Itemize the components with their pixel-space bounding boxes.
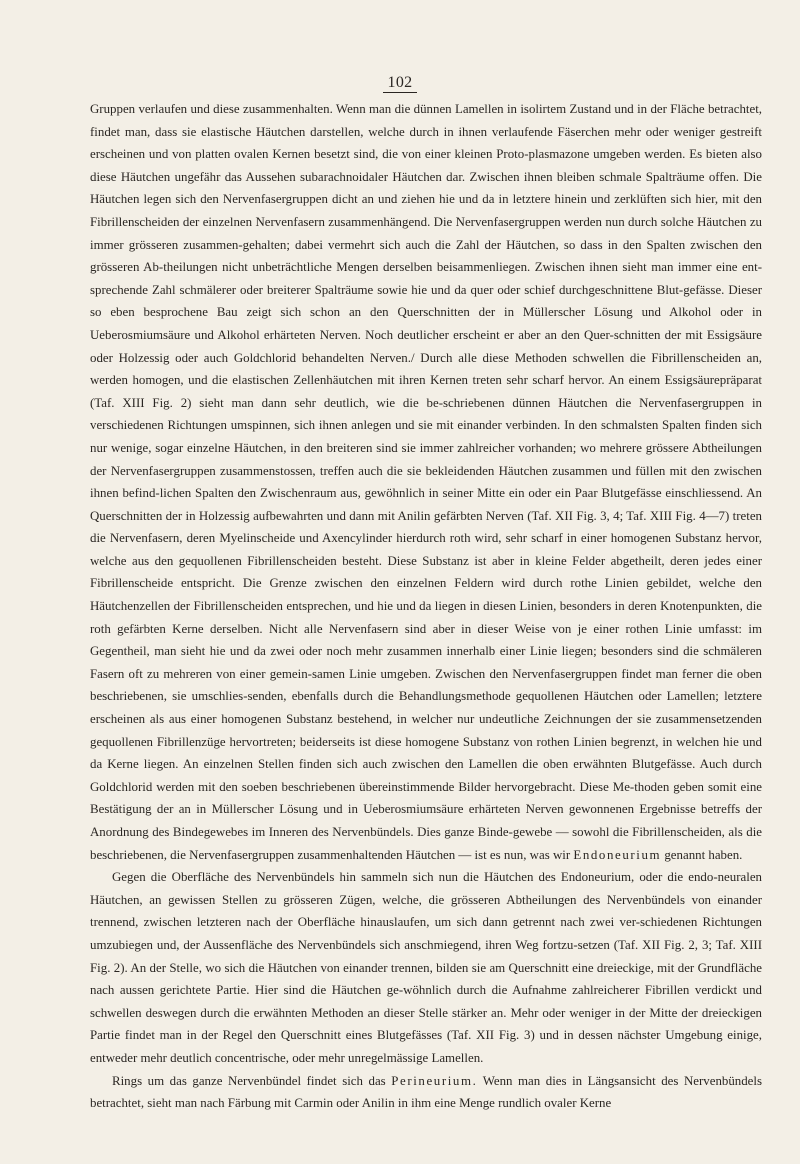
- body-text: [90, 98, 762, 1115]
- paragraph-text: genannt haben.: [661, 847, 743, 862]
- paragraph-text: Rings um das ganze Nervenbündel findet sich das: [112, 1073, 392, 1088]
- paragraph: [90, 98, 762, 866]
- paragraph-text: Gegen die Oberfläche des Nervenbündels hin sammeln sich nun die Häutchen des Endoneurium, oder die endo-neuralen Häutchen, an gewissen Stellen zu grösseren Zügen, welche, die grösseren Abtheilungen des Nervenbündels von einander trennend, zwischen letzteren nach der Oberfläche hinauslaufen, um sich dann getrennt nach zwei ver-schiedenen Richtungen umzubiegen und, der Aussenfläche des Nervenbündels sich anschmiegend, ihren Weg fortzu-setzen (Taf. XII Fig. 2, 3; Taf. XIII Fig. 2). An der Stelle, wo sich die Häutchen von einander trennen, bilden sie am Querschnitt eine dreieckige, mit der Grundfläche nach aussen gerichtete Partie. Hier sind die Häutchen ge-wöhnlich durch die Aufnahme zahlreicherer Fibrillen verdickt und schwellen deswegen durch die erwähnten Methoden an dieser Stelle stärker an. Mehr oder weniger in der Mitte der dreieckigen Partie findet man in der Regel den Querschnitt eines Blutgefässes (Taf. XII Fig. 3) und in dessen nächster Umgebung einige, entweder mehr deutlich concentrische, oder mehr unregelmässige Lamellen.: [90, 870, 762, 1065]
- paragraph-text: Wenn man dies in Längsansicht des Nervenbündels betrachtet, sieht man nach Färbung mit Carmin oder Anilin in ihm eine Menge rundlich ovaler Kerne: [90, 1073, 762, 1111]
- term-perineurium: Perineurium.: [391, 1073, 478, 1088]
- page-number: [0, 74, 800, 93]
- term-endoneurium: Endoneurium: [573, 847, 662, 862]
- page-number-label: 102: [383, 75, 418, 93]
- paragraph-text: Gruppen verlaufen und diese zusammenhalten. Wenn man die dünnen Lamellen in isolirtem Zustand und in der Fläche betrachtet, findet man, dass sie elastische Häutchen darstellen, welche durch in ihnen verlaufende Fäserchen mehr oder weniger gestreift erscheinen und von platten ovalen Kernen besetzt sind, die von einer kleinen Proto-plasmazone umgeben werden. Es bieten also diese Häutchen ungefähr das Aussehen subarachnoidaler Häutchen dar. Zwischen ihnen bleiben schmale Spalträume offen. Die Häutchen legen sich den Nervenfasergruppen dicht an und ziehen hie und da in letztere hinein und zerklüften sich hier, mit den Fibrillenscheiden der einzelnen Nervenfasern zusammenhängend. Die Nervenfasergruppen werden nun durch solche Häutchen zu immer grösseren zusammen-gehalten; dabei vermehrt sich auch die Zahl der Häutchen, so dass in den Spalten zwischen den grösseren Ab-theilungen nicht unbeträchtliche Mengen derselben beisammenliegen. Zwischen ihnen sieht man immer eine ent-sprechende Zahl schmälerer oder breiterer Spalträume sowie hie und da quer oder schief durchgeschnittene Blut-gefässe. Dieser so eben besprochene Bau zeigt sich schon an den Querschnitten der in Müllerscher Lösung und Alkohol oder in Ueberosmiumsäure und Alkohol erhärteten Nerven. Noch deutlicher erscheint er aber an den Quer-schnitten der mit Essigsäure oder Holzessig oder auch Goldchlorid behandelten Nerven./ Durch alle diese Methoden schwellen die Fibrillenscheiden an, werden homogen, und die elastischen Zellenhäutchen mit ihren Kernen treten sehr scharf hervor. An einem Essigsäurepräparat (Taf. XIII Fig. 2) sieht man dann sehr deutlich, wie die be-schriebenen dünnen Häutchen die Nervenfasergruppen in verschiedenen Richtungen umspinnen, sich ihnen anlegen und sie mit einander verbinden. In den schmalsten Spalten finden sich nur wenige, sogar einzelne Häutchen, in den breiteren sind sie immer zahlreicher vorhanden; wo mehrere grössere Abtheilungen der Nervenfasergruppen zusammenstossen, treffen auch die sie bekleidenden Häutchen zusammen und füllen mit den zwischen ihnen befind-lichen Spalten den Zwischenraum aus, gewöhnlich in seiner Mitte ein oder ein Paar Blutgefässe einschliessend. An Querschnitten der in Holzessig aufbewahrten und dann mit Anilin gefärbten Nerven (Taf. XII Fig. 3, 4; Taf. XIII Fig. 4—7) treten die Nervenfasern, deren Myelinscheide und Axencylinder hierdurch roth wird, sehr scharf in einer homogenen Substanz hervor, welche aus den gequollenen Fibrillenscheiden besteht. Diese Substanz ist aber in kleine Felder abgetheilt, deren jedes einer Fibrillenscheide entspricht. Die Grenze zwischen den einzelnen Feldern wird durch rothe Linien gebildet, welche den Häutchenzellen der Fibrillenscheiden entsprechen, und hie und da liegen in diesen Linien, besonders in deren Knotenpunkten, die roth gefärbten Kerne derselben. Nicht alle Nervenfasern sind aber in dieser Weise von je einer rothen Linie umfasst: im Gegentheil, man sieht hie und da zwei oder noch mehr zusammen innerhalb einer Linie liegen; besonders sind die schmäleren Fasern oft zu mehreren von einer gemein-samen Linie umgeben. Zwischen den Nervenfasergruppen findet man ferner die oben beschriebenen, sie umschlies-senden, ebenfalls durch die Behandlungsmethode gequollenen Häutchen oder Lamellen; letztere erscheinen als aus einer homogenen Substanz bestehend, in welcher nur undeutliche Zeichnungen der sie zusammensetzenden gequollenen Fibrillenzüge hervortreten; beiderseits ist diese homogene Substanz von rothen Linien begrenzt, in welchen hie und da Kerne liegen. An einzelnen Stellen finden sich auch zwischen den Lamellen die oben erwähnten Blutgefässe. Auch durch Goldchlorid werden mit den soeben beschriebenen übereinstimmende Bilder hervorgebracht. Diese Me-thoden geben somit eine Bestätigung der an in Müllerscher Lösung und in Ueberosmiumsäure erhärteten Nerven gewonnenen Ergebnisse betreffs der Anordnung des Bindegewebes im Inneren des Nervenbündels. Dies ganze Binde-gewebe — sowohl die Fibrillenscheiden, als die beschriebenen, die Nervenfasergruppen zusammenhaltenden Häutchen — ist es nun, was wir: [90, 102, 762, 862]
- paragraph: [90, 1070, 762, 1115]
- paragraph: [90, 866, 762, 1069]
